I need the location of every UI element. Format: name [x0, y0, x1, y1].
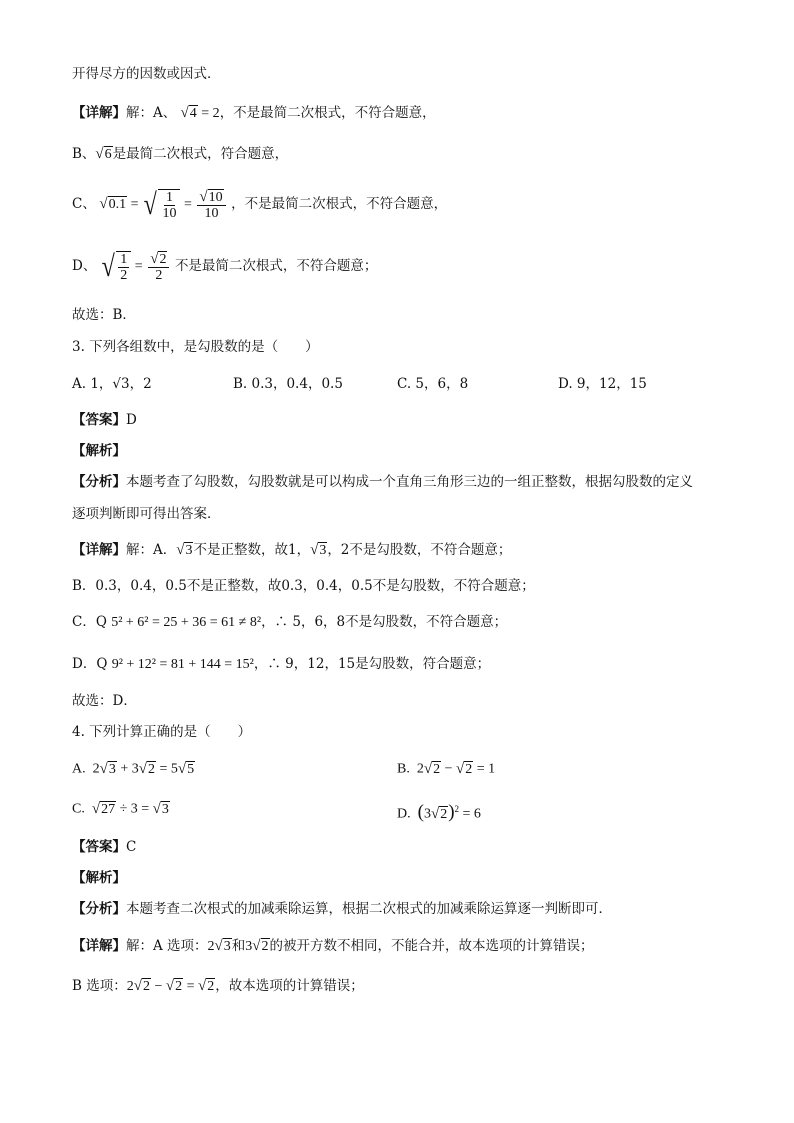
question-4: 4. 下列计算正确的是（ ） — [72, 724, 252, 740]
q3-option-c: C. 5，6，8 — [397, 376, 469, 392]
analysis-line: 【分析】本题考查二次根式的加减乘除运算，根据二次根式的加减乘除运算逐一判断即可． — [72, 901, 612, 917]
detail-line: C、 √0.1 = √ $\frac{1}{10}$ = $\frac{√10}{10}$ ，不是最简二次根式，不符合题意， — [72, 187, 448, 221]
text-line: 故选：D． — [72, 693, 137, 709]
detail-line: D、 √ $\frac{1}{2}$ = $\frac{√2}{2}$ 不是最简二次根式，不符合题意； — [72, 249, 378, 283]
text-line: 开得尽方的因数或因式． — [72, 66, 221, 82]
q4-option-d: D. $(3√2)^2 = 6$ — [397, 801, 481, 823]
question-3: 3. 下列各组数中，是勾股数的是（ ） — [72, 339, 319, 355]
q3-option-a: A. 1，√3，2 — [72, 376, 152, 392]
detail-line: B、√6是最简二次根式，符合题意， — [72, 146, 289, 163]
analysis-heading: 【解析】 — [72, 870, 126, 886]
detail-line: 【详解】解：A．√3不是正整数，故1，√3，2不是勾股数，不符合题意； — [72, 542, 512, 559]
detail-line: B 选项：2√2 − √2 = √2，故本选项的计算错误； — [72, 978, 364, 995]
analysis-line: 【分析】本题考查了勾股数，勾股数就是可以构成一个直角三角形三边的一组正整数，根据勾股数的定义 — [72, 474, 693, 490]
detail-line: 【详解】解：A 选项：2√3和3√2的被开方数不相同，不能合并，故本选项的计算错误； — [72, 938, 594, 955]
detail-line: D．Q 9² + 12² = 81 + 144 = 15²，∴ 9，12，15是勾股数，符合题意； — [72, 656, 491, 672]
q4-option-b: B. 2√2 − √2 = 1 — [397, 761, 496, 777]
q4-option-c: C. √27 ÷ 3 = √3 — [72, 801, 169, 817]
answer-line: 【答案】D — [72, 412, 137, 428]
text-line: 故选：B． — [72, 307, 136, 323]
analysis-line: 逐项判断即可得出答案． — [72, 506, 221, 522]
q4-option-a: A. 2√3 + 3√2 = 5√5 — [72, 761, 195, 777]
detail-line: 【详解】解：A、 √4 = 2，不是最简二次根式，不符合题意， — [72, 105, 436, 122]
answer-line: 【答案】C — [72, 839, 137, 855]
analysis-heading: 【解析】 — [72, 443, 126, 459]
detail-line: C．Q 5² + 6² = 25 + 36 = 61 ≠ 8²，∴ 5，6，8不是勾股数，不符合题意； — [72, 614, 508, 630]
q3-option-b: B. 0.3，0.4，0.5 — [233, 376, 343, 392]
detail-line: B．0.3，0.4，0.5不是正整数，故0.3，0.4，0.5不是勾股数，不符合题意； — [72, 578, 535, 594]
q3-option-d: D. 9，12，15 — [558, 376, 647, 392]
